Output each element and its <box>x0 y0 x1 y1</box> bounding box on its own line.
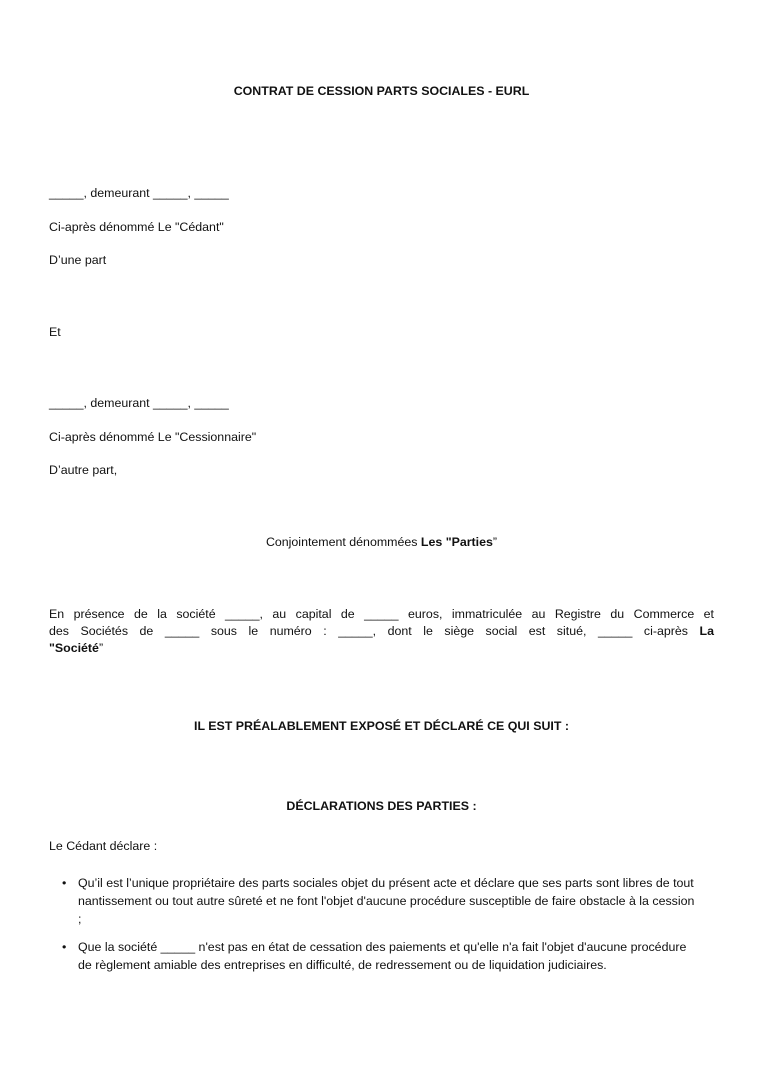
list-item <box>49 874 714 928</box>
parties-prefix: Conjointement dénommées <box>265 535 421 549</box>
list-item-text: Que la société _____ n'est pas en état de cessation des paiements et qu'elle n'a fait l'objet d'aucune procédure de règlement amiable des entreprises en difficulté, de redressement ou de liquidation judiciaires. <box>78 940 687 972</box>
document-title: CONTRAT DE CESSION PARTS SOCIALES - EURL <box>233 84 530 98</box>
societe-line-2-bold: La <box>699 624 714 638</box>
cedant-declare-label: Le Cédant déclare : <box>49 839 158 853</box>
cedant-identity: _____, demeurant _____, _____ <box>49 186 229 200</box>
societe-line-2 <box>49 623 714 640</box>
parties-definition <box>0 534 763 550</box>
cessionnaire-identity: _____, demeurant _____, _____ <box>49 396 229 410</box>
cedant-designation: Ci-après dénommé Le "Cédant" <box>49 220 224 234</box>
societe-paragraph <box>49 606 714 657</box>
expose-heading: IL EST PRÉALABLEMENT EXPOSÉ ET DÉCLARÉ CE QUI SUIT : <box>194 719 569 733</box>
bullet-icon: • <box>62 940 67 954</box>
societe-line-3-suffix: ” <box>98 641 104 655</box>
declarations-list <box>49 874 714 984</box>
cessionnaire-part: D’autre part, <box>49 463 118 477</box>
societe-line-3 <box>49 640 714 657</box>
declarations-heading: DÉCLARATIONS DES PARTIES : <box>286 799 477 813</box>
bullet-icon: • <box>62 876 67 890</box>
et-separator: Et <box>49 325 61 339</box>
list-item <box>49 938 714 974</box>
list-item-text: Qu’il est l’unique propriétaire des parts sociales objet du présent acte et déclare que ses parts sont libres de tout nantissement ou tout autre sûreté et ne font l'objet d'aucune procédure susceptible de faire obstacle à la cession ; <box>78 876 695 926</box>
cessionnaire-designation: Ci-après dénommé Le "Cessionnaire" <box>49 430 257 444</box>
cedant-part: D’une part <box>49 253 107 267</box>
societe-line-1: En présence de la société _____, au capital de _____ euros, immatriculée au Registre du Commerce et <box>49 607 714 621</box>
parties-bold: Les "Parties <box>420 535 493 549</box>
societe-line-3-bold: "Société <box>49 641 99 655</box>
parties-suffix: ” <box>492 535 498 549</box>
societe-line-2-text: des Sociétés de _____ sous le numéro : _____, dont le siège social est situé, _____ ci-après <box>49 624 688 638</box>
